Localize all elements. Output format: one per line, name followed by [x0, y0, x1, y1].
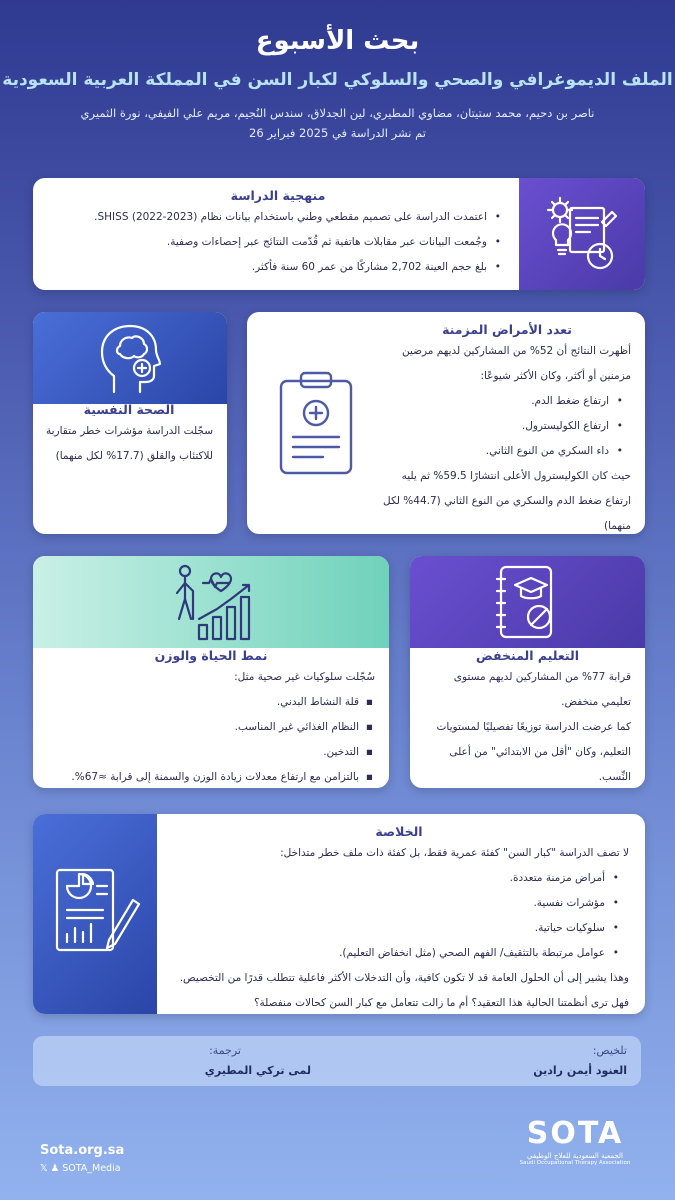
list-item: ▪ النظام الغذائي غير المناسب. [47, 715, 375, 740]
methodology-list [53, 205, 503, 280]
summary-content [169, 824, 629, 1014]
list-item: • ارتفاع الكوليسترول. [383, 414, 625, 439]
translation-credit-name: لمى تركي المطيري [204, 1064, 311, 1077]
chronic-heading: تعدد الأمراض المزمنة [442, 322, 572, 337]
lifestyle-card [33, 556, 389, 788]
list-item: ▪ قلة النشاط البدني. [47, 690, 375, 715]
methodology-content [53, 188, 503, 280]
book-graduation-icon [490, 560, 566, 644]
methodology-card [33, 178, 645, 290]
mental-text: سجّلت الدراسة مؤشرات خطر متقاربة للاكتئاب والقلق (17.7% لكل منهما) [45, 425, 213, 462]
website-link[interactable]: Sota.org.sa [40, 1143, 125, 1158]
summary-outro: وهذا يشير إلى أن الحلول العامة قد لا تكون كافية، وأن التدخلات الأكثر فاعلية تتطلب قدرًا من التخصيص. فهل ترى أنظمتنا الحالية هذا التعقيد؟ أم ما زالت تتعامل مع كبار السن كحالات منفصلة؟ [179, 972, 629, 1009]
snapchat-icon: ♟ [50, 1163, 60, 1174]
sota-logo [515, 1118, 635, 1166]
lifestyle-heading: نمط الحياة والوزن [154, 648, 268, 663]
chronic-list [383, 389, 631, 464]
chronic-content [383, 322, 631, 534]
summary-credit-name: العنود أيمن رادين [533, 1064, 627, 1077]
list-item: • اعتمدت الدراسة على تصميم مقطعي وطني باستخدام بيانات نظام (2023-2022) SHISS. [53, 205, 503, 230]
lifestyle-intro: سُجّلت سلوكيات غير صحية مثل: [234, 671, 375, 683]
list-item: • سلوكيات حياتية. [169, 916, 621, 941]
chronic-card [247, 312, 645, 534]
mental-content [45, 402, 213, 469]
summary-list [169, 866, 629, 966]
list-item: • وجُمعت البيانات عبر مقابلات هاتفية ثم قُدّمت النتائج عبر إحصاءات وصفية. [53, 230, 503, 255]
lifestyle-content [47, 648, 375, 788]
summary-heading: الخلاصة [375, 824, 423, 839]
clipboard-icon [261, 362, 371, 482]
org-name-en: Saudi Occupational Therapy Association [519, 1160, 631, 1166]
chronic-intro: أظهرت النتائج أن 52% من المشاركين لديهم مرضين مزمنين أو أكثر، وكان الأكثر شيوعًا: [401, 345, 631, 382]
education-heading: التعليم المنخفض [475, 648, 579, 663]
summary-intro: لا تصف الدراسة "كبار السن" كفئة عمرية فقط، بل كفئة ذات ملف خطر متداخل: [280, 847, 629, 859]
list-item: • مؤشرات نفسية. [169, 891, 621, 916]
activity-chart-icon [163, 560, 263, 644]
methodology-icon [535, 188, 625, 280]
education-text-1: قرابة 77% من المشاركين لديهم مستوى تعليمي منخفض. [453, 671, 631, 708]
logo-text: SOTA [526, 1116, 624, 1151]
translation-credit-label: ترجمة: [209, 1044, 241, 1057]
mental-heading: الصحة النفسية [83, 402, 175, 417]
list-item: • أمراض مزمنة متعددة. [169, 866, 621, 891]
education-content [424, 648, 631, 788]
x-icon: 𝕏 [40, 1163, 48, 1174]
chronic-outro: حيث كان الكوليسترول الأعلى انتشارًا 59.5% ثم يليه ارتفاع ضغط الدم والسكري من النوع الثاني (44.7% لكل منهما) [383, 470, 631, 532]
social-handle: SOTA_Media [62, 1163, 121, 1174]
lifestyle-list [47, 690, 375, 788]
page-title: بحث الأسبوع [255, 26, 420, 56]
brain-icon [95, 320, 165, 398]
list-item: ▪ بالتزامن مع ارتفاع معدلات زيادة الوزن والسمنة إلى قرابة ≈67%. [47, 765, 375, 788]
report-pen-icon [47, 862, 147, 966]
authors-block [20, 103, 655, 143]
list-item: ▪ التدخين. [47, 740, 375, 765]
social-row[interactable] [40, 1163, 121, 1174]
summary-card [33, 814, 645, 1014]
education-card [410, 556, 645, 788]
publish-date: تم نشر الدراسة في 2025 فبراير 26 [249, 126, 426, 140]
credits-box [33, 1036, 641, 1086]
education-text-2: كما عرضت الدراسة توزيعًا تفصيليًا لمستويات التعليم، وكان "أقل من الابتدائي" من أعلى النِّسب. [436, 721, 631, 783]
summary-credit-label: تلخيص: [592, 1044, 627, 1057]
list-item: • داء السكري من النوع الثاني. [383, 439, 625, 464]
mental-card [33, 312, 227, 534]
org-name-ar: الجمعية السعودية للعلاج الوظيفي [527, 1152, 623, 1160]
list-item: • ارتفاع ضغط الدم. [383, 389, 625, 414]
list-item: • عوامل مرتبطة بالتثقيف/ الفهم الصحي (مثل انخفاض التعليم). [169, 941, 621, 966]
study-title: الملف الديموغرافي والصحي والسلوكي لكبار السن في المملكة العربية السعودية [2, 70, 673, 90]
methodology-heading: منهجية الدراسة [230, 188, 326, 203]
authors: ناصر بن دحيم، محمد ستيتان، مضاوي المطيري، لين الجدلاق، سندس النُجيم، مريم علي الفيفي، نورة الثميري [80, 106, 595, 120]
list-item: • بلغ حجم العينة 2,702 مشاركًا من عمر 60 سنة فأكثر. [53, 255, 503, 280]
